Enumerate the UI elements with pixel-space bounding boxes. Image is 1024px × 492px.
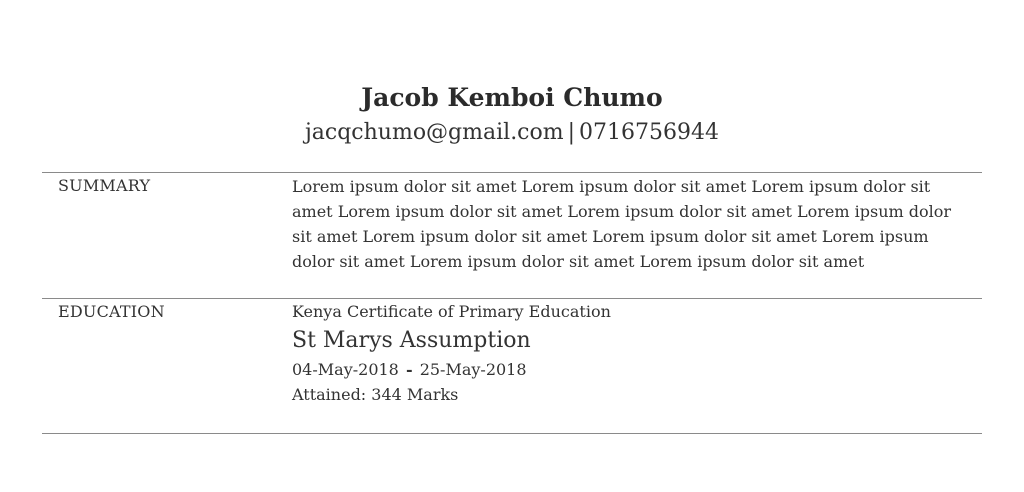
resume-header (0, 80, 1024, 150)
summary-label: SUMMARY (58, 176, 151, 195)
education-dates (292, 357, 972, 382)
education-result: Attained: 344 Marks (292, 385, 459, 404)
contact-separator: | (567, 120, 576, 145)
education-entry (292, 300, 972, 407)
education-certificate: Kenya Certificate of Primary Education (292, 302, 611, 321)
bottom-divider (42, 433, 982, 434)
education-start-date: 04-May-2018 (292, 360, 399, 379)
contact-line (0, 116, 1024, 150)
education-divider (42, 298, 982, 299)
education-end-date: 25-May-2018 (419, 360, 527, 379)
candidate-name: Jacob Kemboi Chumo (361, 83, 663, 112)
date-separator: - (405, 360, 413, 379)
phone-number: 0716756944 (579, 120, 720, 145)
education-school: St Marys Assumption (292, 328, 531, 353)
email-address: jacqchumo@gmail.com (304, 120, 564, 145)
summary-text: Lorem ipsum dolor sit amet Lorem ipsum dolor sit amet Lorem ipsum dolor sit amet Lorem ipsum dolor sit amet Lorem ipsum dolor sit amet Lorem ipsum dolor sit amet Lorem ipsum dolor sit amet Lorem ipsum dolor sit amet Lorem ipsum dolor sit amet Lorem ipsum dolor sit amet Lorem ipsum dolor sit amet (292, 177, 952, 271)
education-label: EDUCATION (58, 302, 165, 321)
summary-divider (42, 172, 982, 173)
